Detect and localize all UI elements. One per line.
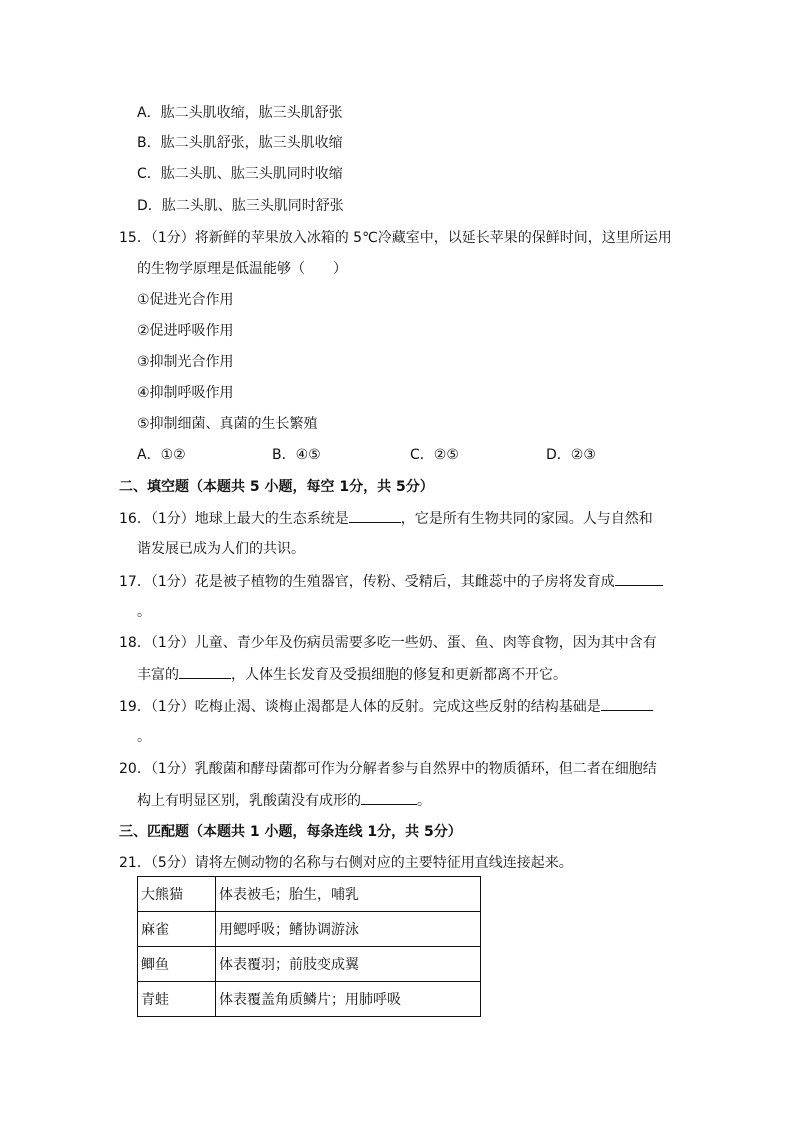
q15-stem-line1: 15．（1分）将新鲜的苹果放入冰箱的 5℃冷藏室中，以延长苹果的保鲜时间，这里所运用	[119, 230, 672, 246]
animal-feature[interactable]: 体表覆羽；前肢变成翼	[216, 947, 481, 982]
table-row	[138, 912, 481, 947]
q16-text-b: ，它是所有生物共同的家园。人与自然和	[400, 511, 653, 527]
q16-answer-blank[interactable]	[349, 508, 401, 523]
q14-option-b: B．肱二头肌舒张，肱三头肌收缩	[137, 135, 343, 151]
q19-text-a: 19．（1分）吃梅止渴、谈梅止渴都是人体的反射。完成这些反射的结构基础是	[119, 699, 601, 715]
q15-statement-4: ④抑制呼吸作用	[137, 385, 234, 401]
q18-line1: 18．（1分）儿童、青少年及伤病员需要多吃一些奶、蛋、鱼、肉等食物，因为其中含有	[119, 635, 657, 651]
q20-line1: 20．（1分）乳酸菌和酵母菌都可作为分解者参与自然界中的物质循环，但二者在细胞结	[119, 761, 657, 777]
q14-option-a: A．肱二头肌收缩，肱三头肌舒张	[137, 105, 343, 121]
animal-name[interactable]: 大熊猫	[138, 877, 216, 912]
q20-text-a: 构上有明显区别，乳酸菌没有成形的	[137, 793, 361, 809]
section-2-title: 二、填空题（本题共 5 小题，每空 1分，共 5分）	[119, 479, 434, 495]
section-3-title: 三、匹配题（本题共 1 小题，每条连线 1分，共 5分）	[119, 824, 462, 840]
q18-line2	[137, 664, 567, 685]
q18-text-b: ，人体生长发育及受损细胞的修复和更新都离不开它。	[231, 667, 567, 683]
table-row	[138, 982, 481, 1017]
q15-choice-d: D．②③	[546, 447, 596, 463]
q19-answer-blank[interactable]	[601, 696, 653, 711]
animal-name[interactable]: 鲫鱼	[138, 947, 216, 982]
q17-line1	[119, 571, 663, 592]
q16-text-a: 16．（1分）地球上最大的生态系统是	[119, 511, 349, 527]
q16-line1	[119, 508, 653, 529]
q17-answer-blank[interactable]	[615, 571, 663, 586]
q15-statement-2: ②促进呼吸作用	[137, 323, 234, 339]
q18-answer-blank[interactable]	[179, 664, 231, 679]
q17-text-a: 17．（1分）花是被子植物的生殖器官，传粉、受精后，其雌蕊中的子房将发育成	[119, 574, 615, 590]
q14-option-c: C．肱二头肌、肱三头肌同时收缩	[137, 166, 343, 182]
q15-choice-b: B．④⑤	[272, 447, 321, 463]
q21-stem: 21．（5分）请将左侧动物的名称与右侧对应的主要特征用直线连接起来。	[119, 855, 573, 871]
q20-answer-blank[interactable]	[361, 790, 417, 805]
animal-feature[interactable]: 体表被毛；胎生，哺乳	[216, 877, 481, 912]
q15-statement-3: ③抑制光合作用	[137, 354, 234, 370]
q15-choice-c: C．②⑤	[410, 447, 459, 463]
table-row	[138, 947, 481, 982]
q17-line2: 。	[137, 604, 151, 620]
q15-statement-5: ⑤抑制细菌、真菌的生长繁殖	[137, 416, 318, 432]
q15-stem-line2: 的生物学原理是低温能够（ ）	[137, 261, 347, 277]
animal-feature[interactable]: 体表覆盖角质鳞片；用肺呼吸	[216, 982, 481, 1017]
q15-choice-a: A．①②	[137, 447, 186, 463]
animal-name[interactable]: 麻雀	[138, 912, 216, 947]
q18-text-a: 丰富的	[137, 667, 179, 683]
q14-option-d: D．肱二头肌、肱三头肌同时舒张	[137, 198, 344, 214]
q16-line2: 谐发展已成为人们的共识。	[137, 541, 305, 557]
q20-line2	[137, 790, 431, 811]
animal-feature[interactable]: 用鳃呼吸；鳍协调游泳	[216, 912, 481, 947]
animal-name[interactable]: 青蛙	[138, 982, 216, 1017]
q19-line1	[119, 696, 653, 717]
q19-line2: 。	[137, 729, 151, 745]
q20-text-b: 。	[417, 793, 431, 809]
table-row	[138, 877, 481, 912]
q15-statement-1: ①促进光合作用	[137, 292, 234, 308]
matching-table	[137, 876, 481, 1017]
